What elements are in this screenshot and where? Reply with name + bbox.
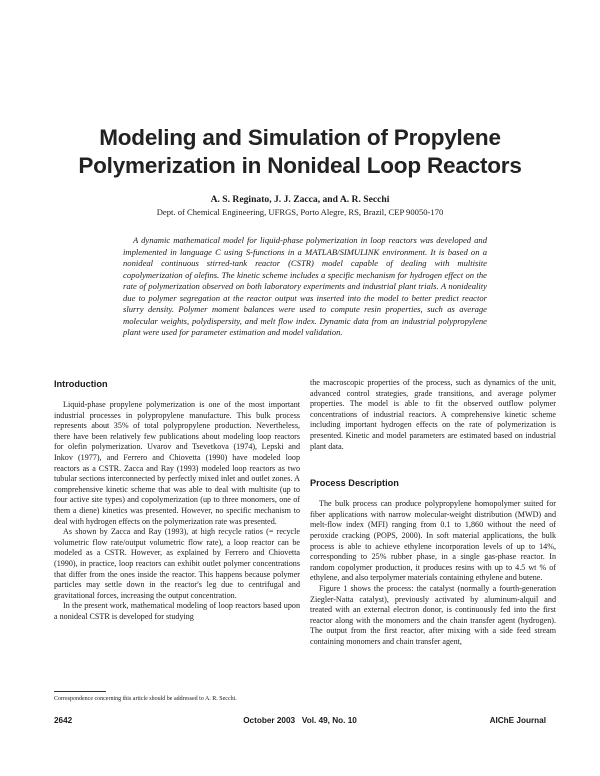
title-line-2: Polymerization in Nonideal Loop Reactors	[78, 153, 522, 178]
intro-paragraph-3: In the present work, mathematical modeling of loop reactors based upon a nonideal CSTR is developed for studying	[54, 601, 300, 621]
journal-name: AIChE Journal	[489, 716, 546, 725]
section-spacer	[310, 452, 556, 477]
intro-paragraph-1: Liquid-phase propylene polymerization is one of the most important industrial processes in polypropylene manufacture. This bulk process represents about 35% of total polypropylene production. Nevertheless, there have been relatively few publications about modeling loop reactors for olefin polymerization. Uvarov and Tsevetkova (1974), Lepski and Inkov (1977), and Ferrero and Chiovetta (1990) have modeled loop reactors as a CSTR. Zacca and Ray (1993) modeled loop reactors as two tubular sections interconnected by perfectly mixed inlet and outlet zones. A comprehensive kinetic scheme that was able to deal with multisite (up to four active site types) and copolymerization (up to three monomers, one of them a diene) kinetics was presented. However, no specific mechanism to deal with hydrogen effects on the polymerization rate was presented.	[54, 400, 300, 526]
process-description-heading: Process Description	[310, 478, 399, 489]
page-number: 2642	[54, 716, 73, 725]
author-list: A. S. Reginato, J. J. Zacca, and A. R. Secchi	[210, 194, 390, 205]
issue-info: October 2003 Vol. 49, No. 10	[243, 716, 357, 725]
abstract: A dynamic mathematical model for liquid-phase polymerization in loop reactors was developed and implemented in language C using S-functions in a MATLAB/SIMULINK environment. It is based on a nonideal continuous stirred-tank reactor (CSTR) model capable of dealing with multisite copolymerization of olefins. The kinetic scheme includes a specific mechanism for hydrogen effect on the rate of polymerization observed on both laboratory experiments and industrial plant trials. A nonideality due to polymer segregation at the reactor output was inserted into the model to better predict reactor slurry density. Polymer moment balances were used to compute resin properties, such as average molecular weights, polydispersity, and melt flow index. Dynamic data from an industrial polypropylene plant were used for parameter estimation and model validation.	[123, 235, 487, 337]
affiliation: Dept. of Chemical Engineering, UFRGS, Porto Alegre, RS, Brazil, CEP 90050-170	[156, 207, 444, 217]
footnote-rule	[54, 691, 106, 692]
process-paragraph-1: The bulk process can produce polypropylene homopolymer suited for fiber applications with narrow molecular-weight distribution (MWD) and melt-flow index (MFI) ranging from 0.1 to 1,860 without the need of peroxide cracking (POPS, 2000). In soft material applications, the bulk process is able to achieve ethylene incorporation levels of up to 14%, corresponding to 25% rubber phase, in a single gas-phase reactor. In random copolymer production, it produces resins with up to 4.5 wt % of ethylene, and also terpolymer materials containing ethylene and butene.	[310, 499, 556, 583]
title-line-1: Modeling and Simulation of Propylene	[99, 125, 501, 150]
left-column	[54, 378, 300, 622]
paper-title	[40, 124, 560, 180]
introduction-heading: Introduction	[54, 379, 108, 389]
correspondence-footnote: Correspondence concerning this article should be addressed to A. R. Secchi.	[54, 696, 237, 702]
process-paragraph-2: Figure 1 shows the process: the catalyst (normally a fourth-generation Ziegler-Natta catalyst), previously activated by aluminum-alquil and treated with an external electron donor, is continuously fed into the first reactor along with the monomers and the chain transfer agent (hydrogen). The output from the first reactor, after mixing with a side feed stream containing monomers and chain transfer agent,	[310, 583, 556, 646]
right-column	[310, 378, 556, 647]
intro-paragraph-4: the macroscopic properties of the process, such as dynamics of the unit, advanced control strategies, grade transitions, and average polymer properties. The model is able to fit the observed outflow polymer concentrations of industrial reactors. A comprehensive kinetic scheme including important hydrogen effects on the rate of polymerization is presented. Kinetic and model parameters are estimated based on industrial plant data.	[310, 378, 556, 451]
intro-paragraph-2: As shown by Zacca and Ray (1993), at high recycle ratios (= recycle volumetric flow rate/output volumetric flow rate), a loop reactor can be modeled as a CSTR. However, as explained by Ferrero and Chiovetta (1990), in practice, loop reactors can exhibit outlet polymer concentrations that differ from the ones inside the reactor. This happens because polymer particles may settle down in the reactor's leg due to centrifugal and gravitational forces, increasing the output concentration.	[54, 527, 300, 600]
